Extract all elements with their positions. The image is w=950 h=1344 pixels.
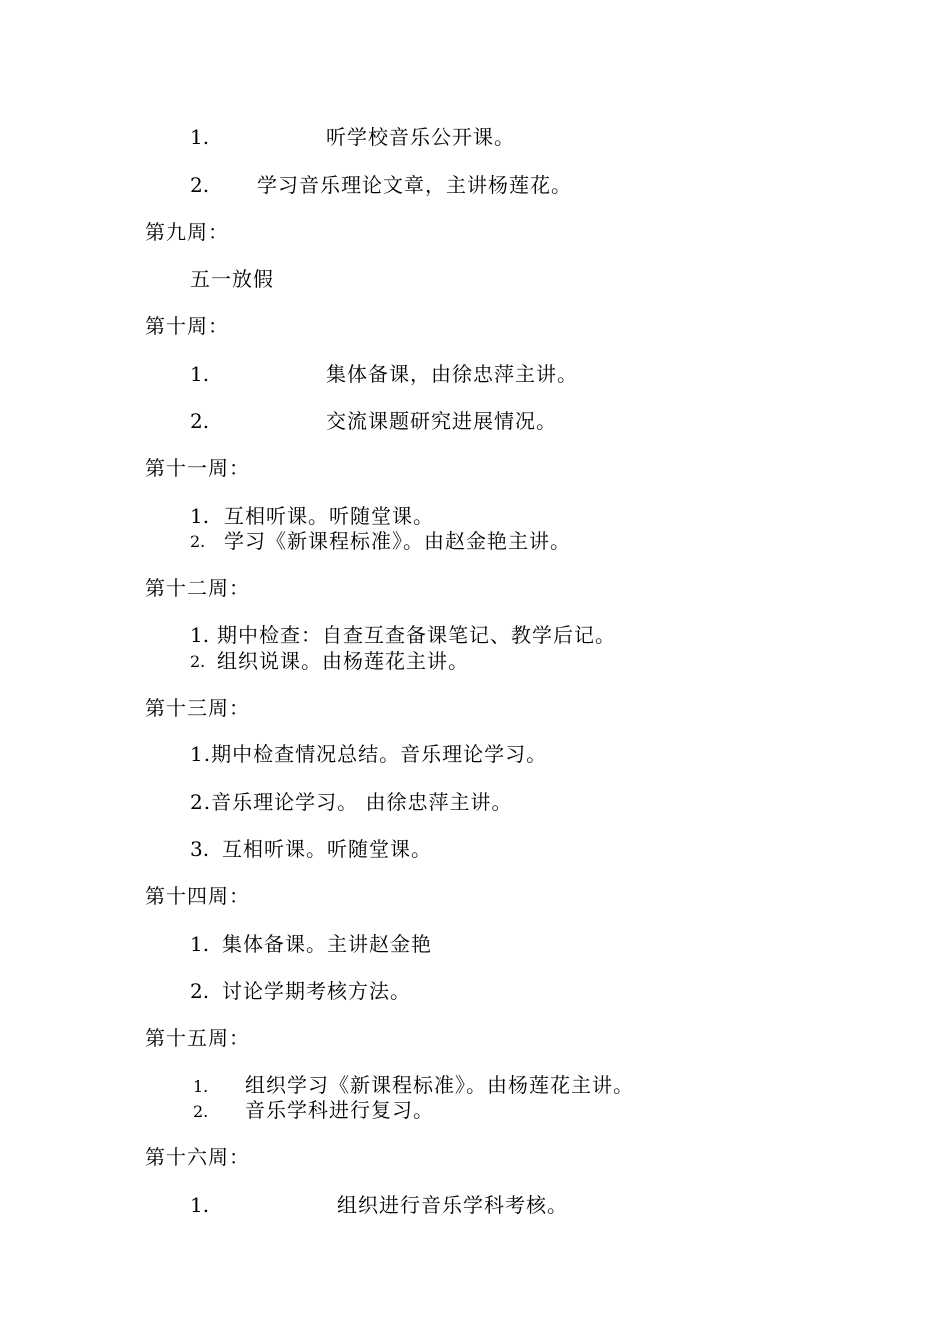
week13-item-1: 1.期中检查情况总结。音乐理论学习。 xyxy=(190,742,548,766)
week16-heading: 第十六周： xyxy=(145,1145,250,1169)
week15-heading: 第十五周： xyxy=(145,1026,250,1050)
item-number: 1. xyxy=(190,1193,210,1217)
item-number: 2. xyxy=(190,409,210,433)
item-text: 讨论学期考核方法。 xyxy=(222,979,411,1003)
item-number: 2. xyxy=(190,652,206,671)
week9-text: 五一放假 xyxy=(190,267,274,291)
week10-heading: 第十周： xyxy=(145,314,229,338)
item-text: 集体备课。主讲赵金艳 xyxy=(222,932,432,956)
item-number: 2. xyxy=(190,173,210,197)
item-text: 组织进行音乐学科考核。 xyxy=(337,1193,568,1217)
item-text: 学习《新课程标准》。由赵金艳主讲。 xyxy=(224,529,571,553)
item-text: 互相听课。听随堂课。 xyxy=(224,504,434,528)
item-number: 2. xyxy=(193,1102,209,1121)
week9-heading: 第九周： xyxy=(145,220,229,244)
item-number: 1. xyxy=(190,932,210,956)
week11-heading: 第十一周： xyxy=(145,456,250,480)
item-number: 1. xyxy=(190,623,210,647)
item-text: 组织说课。由杨莲花主讲。 xyxy=(217,649,469,673)
item-text: 互相听课。听随堂课。 xyxy=(222,837,432,861)
item-number: 2. xyxy=(190,532,206,551)
item-number: 1. xyxy=(193,1077,209,1096)
item-text: 期中检查：自查互查备课笔记、教学后记。 xyxy=(217,623,616,647)
week14-heading: 第十四周： xyxy=(145,884,250,908)
item-text: 组织学习《新课程标准》。由杨莲花主讲。 xyxy=(245,1073,634,1097)
item-text: 集体备课，由徐忠萍主讲。 xyxy=(326,362,578,386)
item-number: 2. xyxy=(190,979,210,1003)
item-number: 3. xyxy=(190,837,210,861)
item-text: 学习音乐理论文章，主讲杨莲花。 xyxy=(257,173,572,197)
week13-heading: 第十三周： xyxy=(145,696,250,720)
item-text: 听学校音乐公开课。 xyxy=(326,125,515,149)
item-text: 交流课题研究进展情况。 xyxy=(326,409,557,433)
item-number: 1. xyxy=(190,504,210,528)
item-number: 1. xyxy=(190,362,210,386)
week12-heading: 第十二周： xyxy=(145,576,250,600)
item-number: 1. xyxy=(190,125,210,149)
week13-item-2: 2.音乐理论学习。 由徐忠萍主讲。 xyxy=(190,790,513,814)
item-text: 音乐学科进行复习。 xyxy=(245,1098,434,1122)
